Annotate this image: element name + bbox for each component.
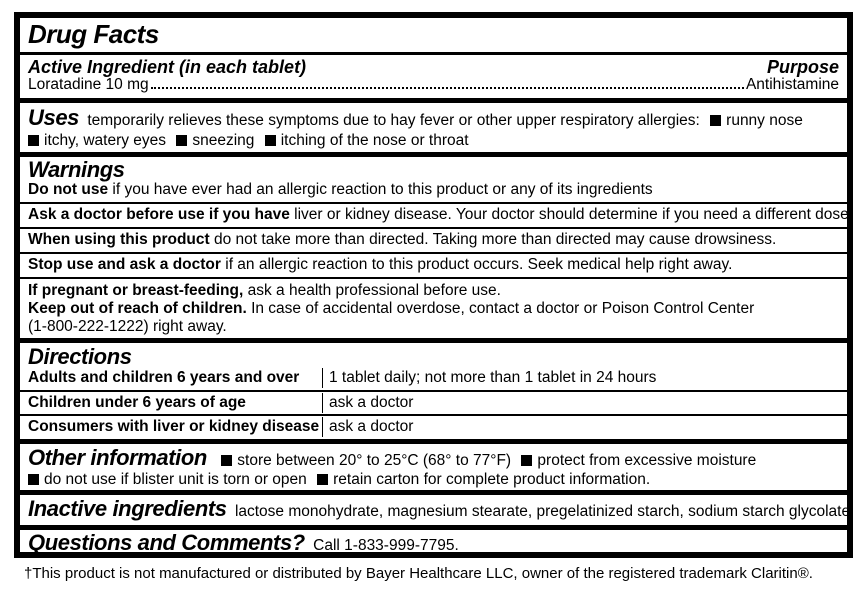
bullet-square-icon bbox=[521, 455, 532, 466]
divider bbox=[20, 414, 847, 416]
page-title: Drug Facts bbox=[28, 19, 159, 49]
directions-who: Adults and children 6 years and over bbox=[28, 369, 300, 386]
directions-dose: ask a doctor bbox=[322, 417, 413, 437]
bullet-square-icon bbox=[176, 135, 187, 146]
footnote: †This product is not manufactured or distributed by Bayer Healthcare LLC, owner of the registered trademark Claritin®. bbox=[24, 565, 813, 582]
divider bbox=[20, 98, 847, 103]
active-ingredient-section bbox=[20, 57, 847, 93]
divider bbox=[20, 152, 847, 157]
purpose-heading: Purpose bbox=[766, 57, 839, 77]
questions-heading: Questions and Comments? bbox=[28, 530, 305, 555]
warnings-section bbox=[20, 159, 847, 199]
title-section bbox=[20, 20, 847, 48]
divider bbox=[20, 338, 847, 343]
bullet-square-icon bbox=[265, 135, 276, 146]
when-using-text: do not take more than directed. Taking more than directed may cause drowsiness. bbox=[214, 231, 777, 248]
directions-heading: Directions bbox=[28, 344, 132, 369]
bullet-square-icon bbox=[28, 474, 39, 485]
divider bbox=[20, 52, 847, 55]
directions-section bbox=[20, 346, 847, 368]
stop-use-label: Stop use and ask a doctor bbox=[28, 256, 221, 273]
when-using-label: When using this product bbox=[28, 231, 210, 248]
directions-row bbox=[20, 417, 847, 437]
uses-item: itchy, watery eyes bbox=[44, 132, 167, 149]
divider bbox=[20, 202, 847, 204]
directions-dose: 1 tablet daily; not more than 1 tablet in 24 hours bbox=[322, 368, 656, 388]
inactive-heading: Inactive ingredients bbox=[28, 496, 227, 521]
keep-out-text: In case of accidental overdose, contact a doctor or Poison Control Center bbox=[251, 300, 755, 317]
uses-intro: temporarily relieves these symptoms due to hay fever or other upper respiratory allergies: bbox=[87, 112, 700, 129]
other-item: retain carton for complete product information. bbox=[333, 471, 651, 488]
directions-row bbox=[20, 368, 847, 388]
bullet-square-icon bbox=[710, 115, 721, 126]
ask-doctor-label: Ask a doctor before use if you have bbox=[28, 206, 290, 223]
keep-out-text-cont: (1-800-222-1222) right away. bbox=[28, 318, 227, 335]
pregnant-text: ask a health professional before use. bbox=[247, 282, 501, 299]
other-item: protect from excessive moisture bbox=[537, 452, 757, 469]
directions-row bbox=[20, 393, 847, 413]
warnings-heading: Warnings bbox=[28, 157, 125, 182]
pregnancy-children-row bbox=[20, 282, 847, 336]
bullet-square-icon bbox=[28, 135, 39, 146]
dot-leader bbox=[151, 87, 744, 89]
active-heading: Active Ingredient (in each tablet) bbox=[28, 57, 307, 77]
uses-heading: Uses bbox=[28, 105, 79, 130]
keep-out-label: Keep out of reach of children. bbox=[28, 300, 247, 317]
uses-section bbox=[20, 107, 847, 150]
divider bbox=[20, 277, 847, 279]
divider bbox=[20, 439, 847, 444]
do-not-use-label: Do not use bbox=[28, 181, 109, 198]
pregnant-label: If pregnant or breast-feeding, bbox=[28, 282, 244, 299]
directions-who: Consumers with liver or kidney disease bbox=[28, 418, 320, 435]
uses-item: itching of the nose or throat bbox=[280, 132, 469, 149]
stop-use-row bbox=[20, 256, 847, 274]
other-item: do not use if blister unit is torn or open bbox=[44, 471, 307, 488]
bullet-square-icon bbox=[317, 474, 328, 485]
do-not-use-text: if you have ever had an allergic reaction to this product or any of its ingredients bbox=[112, 181, 653, 198]
divider bbox=[20, 390, 847, 392]
stop-use-text: if an allergic reaction to this product occurs. Seek medical help right away. bbox=[225, 256, 733, 273]
drug-facts-panel bbox=[14, 12, 853, 558]
divider bbox=[20, 252, 847, 254]
questions-text: Call 1-833-999-7795. bbox=[313, 537, 459, 554]
ingredient-purpose: Antihistamine bbox=[745, 76, 839, 93]
inactive-ingredients-section bbox=[20, 496, 855, 521]
other-information-section bbox=[20, 447, 847, 489]
questions-section bbox=[20, 532, 847, 555]
directions-dose: ask a doctor bbox=[322, 393, 413, 413]
directions-who: Children under 6 years of age bbox=[28, 394, 246, 411]
inactive-text: lactose monohydrate, magnesium stearate, pregelatinized starch, sodium starch glycolate. bbox=[234, 503, 855, 520]
bullet-square-icon bbox=[221, 455, 232, 466]
uses-item: sneezing bbox=[192, 132, 255, 149]
other-heading: Other information bbox=[28, 445, 207, 470]
divider bbox=[20, 490, 847, 495]
ask-doctor-row bbox=[20, 206, 854, 224]
ingredient-name: Loratadine 10 mg bbox=[28, 76, 149, 93]
other-item: store between 20° to 25°C (68° to 77°F) bbox=[237, 452, 512, 469]
divider bbox=[20, 227, 847, 229]
ask-doctor-text: liver or kidney disease. Your doctor should determine if you need a different dose. bbox=[294, 206, 854, 223]
uses-item: runny nose bbox=[726, 112, 803, 129]
when-using-row bbox=[20, 231, 847, 249]
